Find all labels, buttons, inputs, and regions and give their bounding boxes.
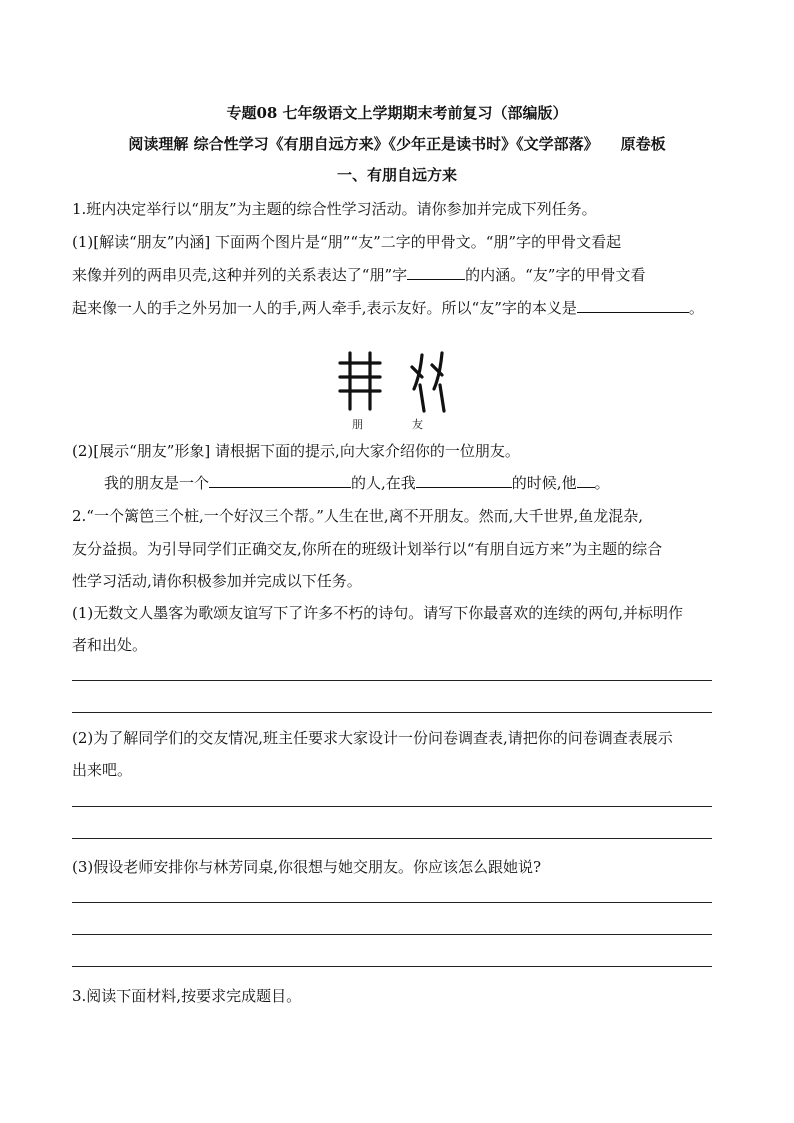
subtitle-text: 阅读理解 综合性学习《有朋自远方来》《少年正是读书时》《文学部落》 bbox=[128, 135, 599, 153]
answer-blank-friend-trait[interactable] bbox=[209, 473, 351, 488]
q1-part2-text-d: 。 bbox=[594, 474, 610, 492]
q2-sub1-line1: (1)无数文人墨客为歌颂友谊写下了许多不朽的诗句。请写下你最喜欢的连续的两句,并标明作 bbox=[72, 604, 684, 622]
answer-line-q2-2b[interactable] bbox=[72, 838, 712, 839]
q1-part1-line3 bbox=[72, 297, 704, 318]
q1-part2-text-c: 的时候,他 bbox=[511, 474, 577, 492]
answer-line-q2-1b[interactable] bbox=[72, 712, 712, 713]
answer-blank-peng-meaning[interactable] bbox=[407, 265, 465, 280]
section-text: 一、有朋自远方来 bbox=[336, 166, 457, 184]
oracle-you-glyph bbox=[412, 353, 444, 411]
answer-line-q2-2a[interactable] bbox=[72, 806, 712, 807]
q2-line2: 友分益损。为引导同学们正确交友,你所在的班级计划举行以“有朋自远方来”为主题的综合 bbox=[72, 540, 663, 558]
q2-sub2-line2: 出来吧。 bbox=[72, 761, 133, 779]
section-heading bbox=[0, 164, 794, 185]
oracle-peng-glyph bbox=[340, 353, 380, 409]
answer-line-q2-3a[interactable] bbox=[72, 902, 712, 903]
answer-blank-action[interactable] bbox=[577, 473, 595, 488]
q1-part2-text-b: 的人,在我 bbox=[351, 474, 416, 492]
q2-line3: 性学习活动,请你积极参加并完成以下任务。 bbox=[72, 572, 362, 590]
caption-peng: 朋 bbox=[352, 418, 363, 431]
q1-part1-line3-start: 起来像一人的手之外另加一人的手,两人牵手,表示友好。所以“友”字的本义是 bbox=[72, 299, 577, 317]
q1-part1-line2 bbox=[72, 264, 645, 285]
answer-line-q2-3c[interactable] bbox=[72, 966, 712, 967]
q3-intro: 3.阅读下面材料,按要求完成题目。 bbox=[72, 987, 302, 1005]
page-subtitle bbox=[0, 133, 794, 154]
answer-line-q2-3b[interactable] bbox=[72, 934, 712, 935]
answer-line-q2-1a[interactable] bbox=[72, 680, 712, 681]
q1-part1-line2-start: 来像并列的两串贝壳,这种并列的关系表达了“朋”字 bbox=[72, 266, 408, 284]
q1-part2-line2 bbox=[104, 472, 610, 493]
q2-line1: 2.“一个篱笆三个桩,一个好汉三个帮。”人生在世,离不开朋友。然而,大千世界,鱼龙混杂, bbox=[72, 507, 643, 525]
q1-intro: 1.班内决定举行以“朋友”为主题的综合性学习活动。请你参加并完成下列任务。 bbox=[72, 200, 597, 218]
q1-part1-line1: (1)[解读“朋友”内涵] 下面两个图片是“朋”“友”二字的甲骨文。“朋”字的甲骨文看起 bbox=[72, 233, 622, 251]
caption-you: 友 bbox=[412, 418, 423, 431]
answer-blank-situation[interactable] bbox=[416, 473, 512, 488]
q1-part1-line3-end: 。 bbox=[688, 299, 704, 317]
answer-blank-you-meaning[interactable] bbox=[577, 298, 689, 313]
q1-part1-line2-end: 的内涵。“友”字的甲骨文看 bbox=[465, 266, 646, 284]
q2-sub3-line1: (3)假设老师安排你与林芳同桌,你很想与她交朋友。你应该怎么跟她说? bbox=[72, 858, 542, 876]
oracle-bone-glyphs-image bbox=[330, 345, 470, 435]
q1-part2-text-a: 我的朋友是一个 bbox=[104, 474, 210, 492]
q2-sub2-line1: (2)为了解同学们的交友情况,班主任要求大家设计一份问卷调查表,请把你的问卷调查表展示 bbox=[72, 729, 673, 747]
q2-sub1-line2: 者和出处。 bbox=[72, 636, 148, 654]
edition-label: 原卷板 bbox=[620, 135, 666, 153]
title-text: 专题08 七年级语文上学期期末考前复习（部编版） bbox=[226, 104, 568, 122]
page-title bbox=[0, 102, 794, 123]
q1-part2-line1: (2)[展示“朋友”形象] 请根据下面的提示,向大家介绍你的一位朋友。 bbox=[72, 442, 520, 460]
